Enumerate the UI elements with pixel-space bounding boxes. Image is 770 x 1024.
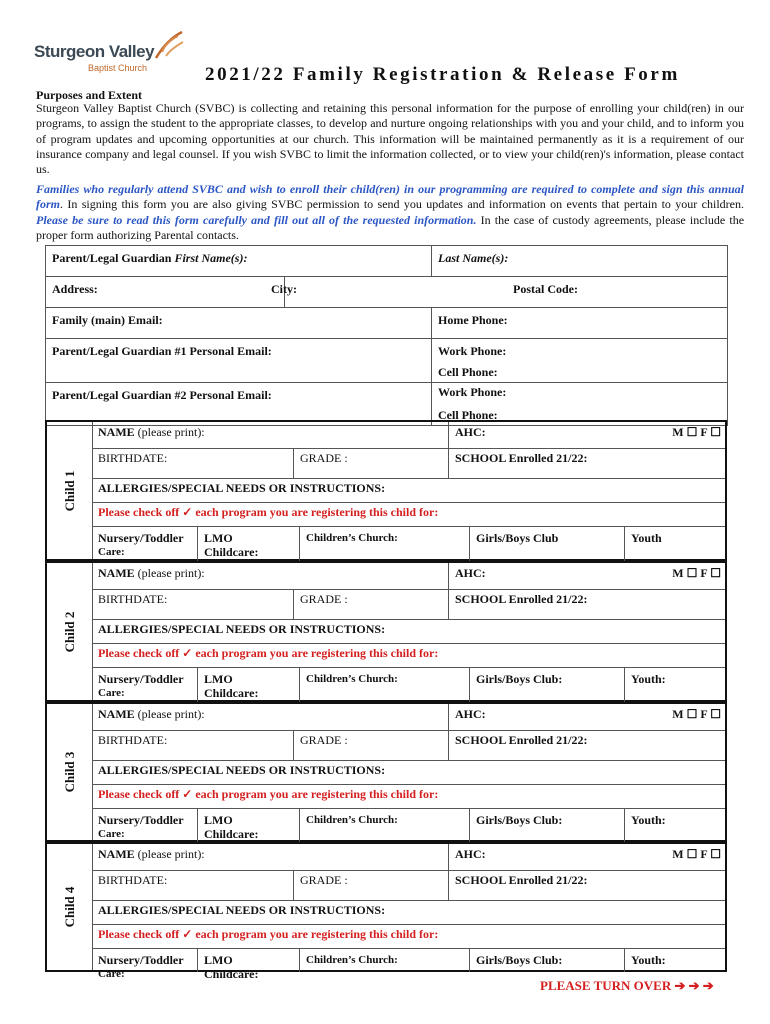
childrens-church-option[interactable]: Children’s Church: (300, 667, 470, 702)
birthdate-field[interactable]: BIRTHDATE: (92, 589, 294, 619)
checkoff-row (92, 643, 725, 668)
girls-boys-club-option[interactable]: Girls/Boys Club: (470, 667, 625, 702)
program-row (92, 948, 725, 981)
gender-checkboxes[interactable]: M ☐ F ☐ (672, 566, 721, 580)
allergies-row (92, 619, 725, 644)
family-email-field[interactable]: Family (main) Email: (46, 308, 432, 339)
youth-option[interactable]: Youth (631, 531, 662, 545)
grade-field[interactable]: GRADE : (294, 448, 449, 478)
allergies-field[interactable]: ALLERGIES/SPECIAL NEEDS OR INSTRUCTIONS: (98, 622, 386, 636)
child-section-2 (45, 561, 727, 702)
birthdate-row (92, 870, 725, 901)
city-postal-row (271, 277, 728, 308)
name-row (92, 704, 725, 731)
checkoff-instruction: Please check off ✓ each program you are registering this child for: (98, 505, 439, 519)
child-section-1 (45, 420, 727, 561)
allergies-row (92, 760, 725, 785)
child-name-field[interactable]: NAME (please print): (92, 563, 449, 589)
allergies-field[interactable]: ALLERGIES/SPECIAL NEEDS OR INSTRUCTIONS: (98, 903, 386, 917)
ahc-field[interactable]: AHC: (455, 707, 486, 721)
birthdate-row (92, 730, 725, 761)
work-phone-field-1[interactable]: Work Phone: (438, 344, 507, 358)
checkoff-row (92, 784, 725, 809)
school-field[interactable]: SCHOOL Enrolled 21/22: (455, 733, 588, 747)
childrens-church-option[interactable]: Children’s Church: (300, 948, 470, 972)
program-row (92, 808, 725, 842)
checkoff-instruction: Please check off ✓ each program you are registering this child for: (98, 787, 439, 801)
name-row (92, 422, 725, 449)
guardian2-email-field[interactable]: Parent/Legal Guardian #2 Personal Email: (46, 383, 432, 426)
name-row (92, 844, 725, 871)
grade-field[interactable]: GRADE : (294, 730, 449, 760)
checkoff-instruction: Please check off ✓ each program you are registering this child for: (98, 646, 439, 660)
permission-text: . In signing this form you are also giving SVBC permission to send you updates and information on events that pertain to your children. (60, 197, 744, 212)
birthdate-field[interactable]: BIRTHDATE: (92, 870, 294, 900)
child-name-field[interactable]: NAME (please print): (92, 704, 449, 730)
form-title: 2021/22 Family Registration & Release Form (205, 64, 680, 85)
purposes-heading: Purposes and Extent (36, 88, 143, 102)
gender-checkboxes[interactable]: M ☐ F ☐ (672, 425, 721, 439)
name-row (92, 563, 725, 590)
instructions-paragraph (36, 182, 744, 243)
checkoff-instruction: Please check off ✓ each program you are registering this child for: (98, 927, 439, 941)
first-name-field[interactable]: Parent/Legal Guardian First Name(s): (46, 246, 432, 277)
turn-over-notice: PLEASE TURN OVER ➔ ➔ ➔ (540, 978, 714, 993)
birthdate-field[interactable]: BIRTHDATE: (92, 730, 294, 760)
girls-boys-club-option[interactable]: Girls/Boys Club: (470, 948, 625, 972)
nursery-option[interactable]: Nursery/Toddler Care: (92, 667, 198, 702)
child-label: Child 3 (47, 704, 93, 840)
cell-phone-field-2[interactable]: Cell Phone: (438, 408, 498, 422)
school-field[interactable]: SCHOOL Enrolled 21/22: (455, 451, 588, 465)
ahc-field[interactable]: AHC: (455, 566, 486, 580)
nursery-option[interactable]: Nursery/Toddler Care: (92, 808, 198, 842)
annual-form-notice: Families who regularly attend SVBC and wish to enroll their child(ren) in our programming are required to complete and sign this annual form (36, 182, 744, 212)
birthdate-row (92, 589, 725, 620)
girls-boys-club-option[interactable]: Girls/Boys Club: (470, 808, 625, 842)
church-logo (34, 30, 184, 80)
checkoff-row (92, 924, 725, 949)
purposes-paragraph: Sturgeon Valley Baptist Church (SVBC) is collecting and retaining this personal information for the purpose of enrolling your child(ren) in our programs, to assign the student to the appropriate classes, to develop and nurture ongoing relationships with you and your child, and to inform you of program updates and upcoming opportunities at our church. This information will be maintained permanently as it is a requirement of our insurance company and legal counsel. If you wish SVBC to limit the information collected, or to view your child(ren)'s information, please contact us. (36, 101, 744, 177)
child-name-field[interactable]: NAME (please print): (92, 422, 449, 448)
allergies-field[interactable]: ALLERGIES/SPECIAL NEEDS OR INSTRUCTIONS: (98, 763, 386, 777)
last-name-field[interactable]: Last Name(s): (432, 246, 728, 277)
allergies-row (92, 900, 725, 925)
gender-checkboxes[interactable]: M ☐ F ☐ (672, 847, 721, 861)
birthdate-field[interactable]: BIRTHDATE: (92, 448, 294, 478)
lmo-option[interactable]: LMO Childcare: (198, 667, 300, 702)
childrens-church-option[interactable]: Children’s Church: (300, 808, 470, 842)
ahc-field[interactable]: AHC: (455, 847, 486, 861)
child-name-field[interactable]: NAME (please print): (92, 844, 449, 870)
child-section-3 (45, 702, 727, 842)
child-label: Child 1 (47, 422, 93, 559)
cell-phone-field-1[interactable]: Cell Phone: (438, 365, 498, 379)
lmo-option[interactable]: LMO Childcare: (198, 808, 300, 842)
grade-field[interactable]: GRADE : (294, 870, 449, 900)
allergies-field[interactable]: ALLERGIES/SPECIAL NEEDS OR INSTRUCTIONS: (98, 481, 386, 495)
nursery-option[interactable]: Nursery/Toddler Care: (92, 948, 198, 972)
program-row (92, 667, 725, 702)
city-field[interactable]: City: (271, 282, 297, 296)
grade-field[interactable]: GRADE : (294, 589, 449, 619)
custody-text: In the case of custody agreements, please include the proper form authorizing Parental contacts. (36, 212, 745, 242)
parent-info-table (45, 245, 728, 426)
lmo-option[interactable]: LMO Childcare: (198, 948, 300, 972)
guardian1-email-field[interactable]: Parent/Legal Guardian #1 Personal Email: (46, 339, 432, 383)
postal-code-field[interactable]: Postal Code: (513, 282, 578, 296)
child-label: Child 4 (47, 844, 93, 970)
youth-option[interactable]: Youth: (631, 672, 666, 686)
logo-subtitle: Baptist Church (88, 63, 148, 73)
birthdate-row (92, 448, 725, 479)
school-field[interactable]: SCHOOL Enrolled 21/22: (455, 873, 588, 887)
youth-option[interactable]: Youth: (631, 953, 666, 967)
youth-option[interactable]: Youth: (631, 813, 666, 827)
logo-name: Sturgeon Valley (34, 42, 155, 61)
allergies-row (92, 478, 725, 503)
girls-boys-club-option[interactable]: Girls/Boys Club (470, 526, 625, 561)
gender-checkboxes[interactable]: M ☐ F ☐ (672, 707, 721, 721)
nursery-option[interactable]: Nursery/Toddler Care: (92, 526, 198, 561)
lmo-option[interactable]: LMO Childcare: (198, 526, 300, 561)
wheat-icon (152, 30, 184, 60)
address-field[interactable]: Address: (46, 277, 285, 308)
work-phone-field-2[interactable]: Work Phone: (438, 385, 507, 399)
checkoff-row (92, 502, 725, 527)
program-row (92, 526, 725, 561)
child-section-4 (45, 842, 727, 981)
read-carefully-notice: Please be sure to read this form carefully and fill out all of the requested information. (36, 212, 477, 227)
guardian1-phones[interactable] (432, 339, 728, 383)
childrens-church-option[interactable]: Children’s Church: (300, 526, 470, 561)
ahc-field[interactable]: AHC: (455, 425, 486, 439)
home-phone-field[interactable]: Home Phone: (432, 308, 728, 339)
child-label: Child 2 (47, 563, 93, 700)
school-field[interactable]: SCHOOL Enrolled 21/22: (455, 592, 588, 606)
